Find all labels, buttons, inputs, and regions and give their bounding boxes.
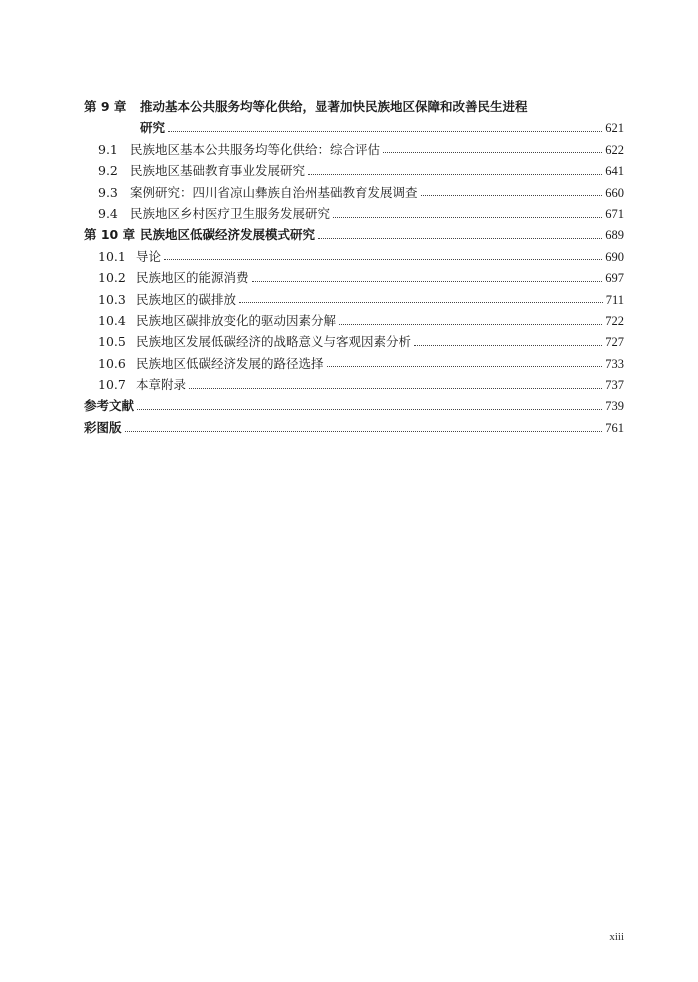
section-title: 民族地区乡村医疗卫生服务发展研究 <box>130 205 331 221</box>
dot-leader <box>339 323 602 325</box>
toc-section[interactable] <box>84 374 624 395</box>
section-title: 导论 <box>136 248 162 264</box>
dot-leader <box>189 387 602 389</box>
chapter-number: 第 9 章 <box>84 99 127 114</box>
toc-section[interactable] <box>84 310 624 331</box>
toc-section[interactable] <box>84 246 624 267</box>
section-title: 民族地区的能源消费 <box>136 270 249 286</box>
section-title: 案例研究：四川省凉山彝族自治州基础教育发展调查 <box>130 184 418 200</box>
toc-section[interactable] <box>84 139 624 160</box>
page-footer-number: xiii <box>609 931 624 943</box>
dot-leader <box>164 258 602 260</box>
page-number: 660 <box>605 185 624 200</box>
toc-section[interactable] <box>84 160 624 181</box>
page-number: 711 <box>605 292 624 307</box>
dot-leader <box>383 151 602 153</box>
page-number: 621 <box>605 121 624 136</box>
toc-chapter-10[interactable] <box>84 224 624 245</box>
section-number: 9.1 <box>98 141 118 157</box>
toc-chapter-9[interactable] <box>84 96 624 117</box>
page-number: 733 <box>605 356 624 371</box>
section-title: 民族地区发展低碳经济的战略意义与客观因素分析 <box>136 334 412 350</box>
section-number: 9.3 <box>98 184 118 200</box>
page-number: 689 <box>605 228 624 243</box>
section-number: 9.4 <box>98 205 118 221</box>
dot-leader <box>137 408 602 410</box>
page-number: 727 <box>605 335 624 350</box>
dot-leader <box>308 173 602 175</box>
section-number: 10.1 <box>98 248 126 264</box>
page-number: 737 <box>605 378 624 393</box>
section-number: 10.3 <box>98 291 126 307</box>
toc-section[interactable] <box>84 182 624 203</box>
references-title: 参考文献 <box>84 398 135 414</box>
page-number: 722 <box>605 313 624 328</box>
toc-section[interactable] <box>84 203 624 224</box>
dot-leader <box>327 365 603 367</box>
page-number: 739 <box>605 399 624 414</box>
table-of-contents <box>84 96 624 438</box>
page-number: 761 <box>605 420 624 435</box>
toc-chapter-9-cont[interactable] <box>84 117 624 138</box>
section-number: 10.7 <box>98 377 126 393</box>
section-number: 10.5 <box>98 334 126 350</box>
dot-leader <box>318 237 602 239</box>
chapter-number: 第 10 章 <box>84 227 136 243</box>
dot-leader <box>421 194 603 196</box>
toc-section[interactable] <box>84 289 624 310</box>
toc-references[interactable] <box>84 395 624 416</box>
dot-leader <box>239 301 603 303</box>
chapter-title: 推动基本公共服务均等化供给，显著加快民族地区保障和改善民生进程 <box>140 99 528 114</box>
chapter-title-cont: 研究 <box>140 120 166 136</box>
section-title: 民族地区的碳排放 <box>136 291 237 307</box>
dot-leader <box>333 216 602 218</box>
section-title: 民族地区碳排放变化的驱动因素分解 <box>136 312 337 328</box>
page-number: 697 <box>605 271 624 286</box>
section-title: 民族地区基础教育事业发展研究 <box>130 163 306 179</box>
section-number: 10.6 <box>98 355 126 371</box>
toc-section[interactable] <box>84 353 624 374</box>
section-number: 10.4 <box>98 312 126 328</box>
section-title: 民族地区低碳经济发展的路径选择 <box>136 355 324 371</box>
toc-section[interactable] <box>84 267 624 288</box>
toc-plates[interactable] <box>84 417 624 438</box>
page-number: 622 <box>605 142 624 157</box>
dot-leader <box>125 430 603 432</box>
dot-leader <box>168 130 602 132</box>
page-number: 641 <box>605 164 624 179</box>
section-title: 本章附录 <box>136 377 187 393</box>
section-number: 9.2 <box>98 163 118 179</box>
section-number: 10.2 <box>98 270 126 286</box>
section-title: 民族地区基本公共服务均等化供给：综合评估 <box>130 141 381 157</box>
toc-section[interactable] <box>84 331 624 352</box>
plates-title: 彩图版 <box>84 419 122 435</box>
chapter-title: 民族地区低碳经济发展模式研究 <box>140 227 316 243</box>
page-number: 671 <box>605 206 624 221</box>
dot-leader <box>414 344 602 346</box>
dot-leader <box>252 280 603 282</box>
page-number: 690 <box>605 249 624 264</box>
